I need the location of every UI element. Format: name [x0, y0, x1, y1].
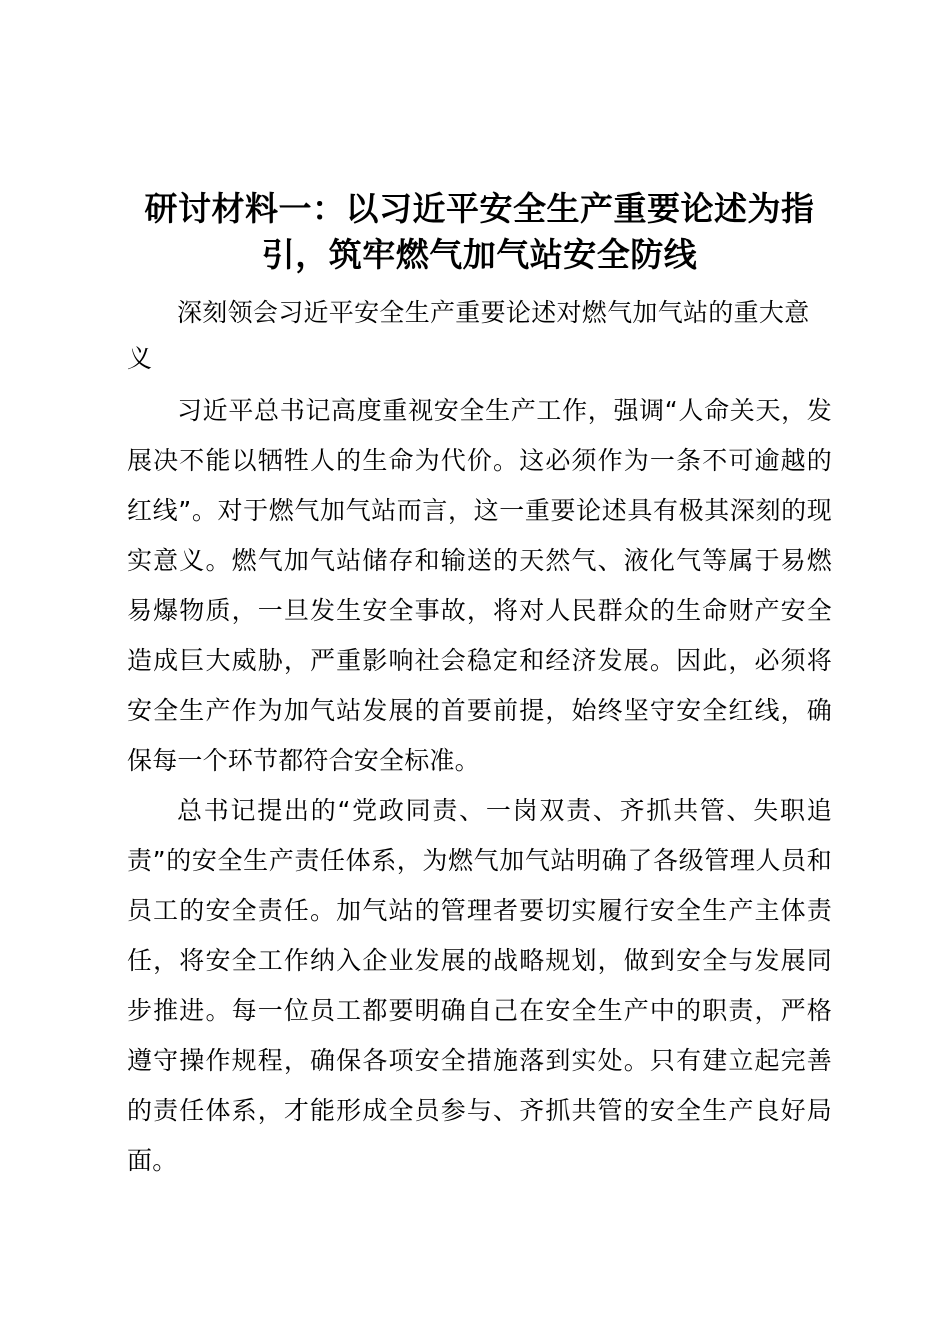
paragraph-2: 总书记提出的“党政同责、一岗双责、齐抓共管、失职追责”的安全生产责任体系，为燃气加气站明确了各级管理人员和员工的安全责任。加气站的管理者要切实履行安全生产主体责任，将安全工作纳入企业发展的战略规划，做到安全与发展同步推进。每一位员工都要明确自己在安全生产中的职责，严格遵守操作规程，确保各项安全措施落到实处。只有建立起完善的责任体系，才能形成全员参与、齐抓共管的安全生产良好局面。 [127, 796, 832, 1175]
document-body [127, 186, 832, 1186]
document-title: 研讨材料一：以习近平安全生产重要论述为指引，筑牢燃气加气站安全防线 [144, 189, 815, 274]
paragraph-1: 习近平总书记高度重视安全生产工作，强调“人命关天，发展决不能以牺牲人的生命为代价。这必须作为一条不可逾越的红线”。对于燃气加气站而言，这一重要论述具有极其深刻的现实意义。燃气加气站储存和输送的天然气、液化气等属于易燃易爆物质，一旦发生安全事故，将对人民群众的生命财产安全造成巨大威胁，严重影响社会稳定和经济发展。因此，必须将安全生产作为加气站发展的首要前提，始终坚守安全红线，确保每一个环节都符合安全标准。 [127, 396, 832, 775]
section-heading: 深刻领会习近平安全生产重要论述对燃气加气站的重大意义 [127, 298, 810, 373]
